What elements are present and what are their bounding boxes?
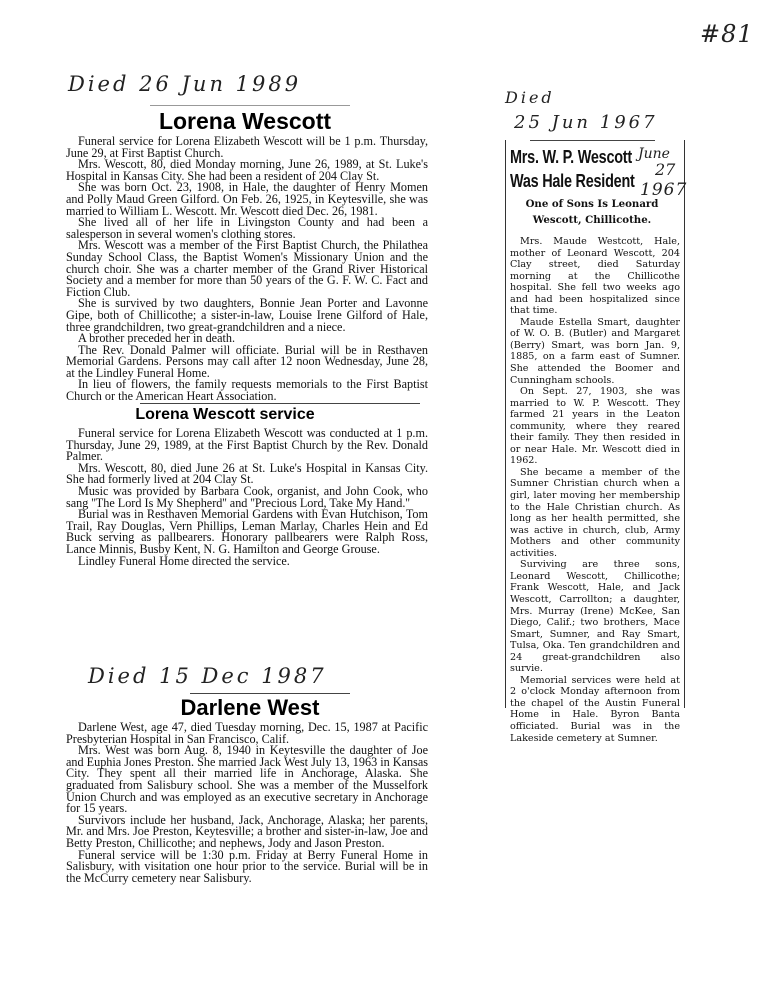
paragraph: The Rev. Donald Palmer will officiate. Burial will be in Resthaven Memorial Gardens. Persons may call after 12 noon Wednesday, June 28, at the Lindley Funeral Home. — [66, 342, 428, 380]
maude-article — [510, 236, 680, 744]
service-article — [66, 428, 428, 567]
darlene-hand-note: Died 15 Dec 1987 — [88, 664, 327, 688]
paragraph: Mrs. Wescott, 80, died Monday morning, June 26, 1989, at St. Luke's Hospital in Kansas City. She had been a resident of 204 Clay St. — [66, 157, 428, 183]
maude-side-note: 1967 — [640, 180, 688, 200]
lorena-title: Lorena Wescott — [158, 108, 332, 134]
paragraph: Music was provided by Barbara Cook, organist, and John Cook, who sang ''The Lord Is My Shepherd'' and ''Precious Lord, Take My Hand.'' — [66, 483, 428, 510]
paragraph: She is survived by two daughters, Bonnie Jean Porter and Lavonne Gipe, both of Chillicothe; a sister-in-law, Louise Irene Gilford of Hale, three grandchildren, two great-grandchildren and a niece. — [66, 296, 428, 334]
divider — [530, 140, 655, 141]
paragraph: Burial was in Resthaven Memorial Gardens with Evan Hutchison, Tom Trail, Ray Douglas, Vern Phillips, Leman Marlay, Charles Hein and Ed Buck serving as pallbearers. Honorary pallbearers were Ralph Ross, Lance Minnis, Busby Kent, N. G. Hamilton and George Grouse. — [66, 507, 428, 556]
maude-subtitle: One of Sons Is Leonard Wescott, Chillicothe. — [525, 198, 659, 226]
paragraph: Funeral service will be 1:30 p.m. Friday at Berry Funeral Home in Salisbury, with visitation one hour prior to the service. Burial will be in the McCurry cemetery near Salisbury. — [66, 847, 428, 885]
paragraph: She was born Oct. 23, 1908, in Hale, the daughter of Henry Momen and Polly Maud Green Gilford. On Feb. 26, 1925, in Keytesville, she was married to William L. Wescott. Mr. Wescott died Dec. 26, 1981. — [66, 180, 428, 218]
paragraph: Surviving are three sons, Leonard Wescott, Chillicothe; Frank Wescott, Hale, and Jack Wescott, Carrollton; a daughter, Mrs. Murray (Irene) McKee, San Diego, Calif.; two brothers, Mace Smart, Sumner, and Ray Smart, Tulsa, Oka. Ten grandchildren and 24 great-grandchildren also survie. — [510, 559, 680, 675]
paragraph: Memorial services were held at 2 o'clock Monday afternoon from the chapel of the Austin Funeral Home in Hale. Byron Banta officiated. Burial was in the Lakeside cemetery at Sumner. — [510, 674, 680, 744]
maude-side-note: 27 — [655, 160, 676, 179]
divider — [150, 105, 350, 106]
corner-mark: #81 — [700, 20, 754, 48]
lorena-article — [66, 136, 428, 403]
maude-title-line2: Was Hale Resident — [510, 170, 635, 191]
paragraph: A brother preceded her in death. — [78, 331, 236, 346]
paragraph: Mrs. Maude Westcott, Hale, mother of Leonard Wescott, 204 Clay street, died Saturday morning at the Chillicothe hospital. She fell two weeks ago and had been hospitalized since that time. — [510, 236, 680, 317]
darlene-title: Darlene West — [180, 695, 320, 720]
paragraph: Mrs. West was born Aug. 8, 1940 in Keytesville the daughter of Joe and Euphia Jones Preston. She married Jack West July 13, 1963 in Kansas City. They spent all their married life in Anchorage, Alaska. She graduated from Salisbury school. She was a member of the Musselfork Union Church and was employed as an executive secretary in Anchorage for 15 years. — [66, 743, 428, 816]
service-title: Lorena Wescott service — [135, 406, 315, 423]
paragraph: In lieu of flowers, the family requests memorials to the First Baptist Church or the American Heart Association. — [66, 377, 428, 404]
paragraph: Survivors include her husband, Jack, Anchorage, Alaska; her parents, Mr. and Mrs. Joe Preston, Keytesville; a brother and sister-in-law, Joe and Betty Preston, Chillicothe; and nephews, Jody and Jason Preston. — [66, 812, 428, 850]
maude-side-note: June — [638, 146, 670, 162]
lorena-hand-note: Died 26 Jun 1989 — [68, 72, 302, 96]
paragraph: She became a member of the Sumner Christian church when a girl, later moving her membership to the Hale Christian church. As long as her health permitted, she was active in church, club, Army Mothers and other community activities. — [510, 466, 680, 559]
darlene-article — [66, 722, 428, 884]
maude-title-line1: Mrs. W. P. Wescott — [510, 146, 632, 167]
maude-hand-note-date: 25 Jun 1967 — [514, 112, 658, 133]
paragraph: Lindley Funeral Home directed the service. — [78, 553, 290, 568]
paragraph: Funeral service for Lorena Elizabeth Wescott will be 1 p.m. Thursday, June 29, at First Baptist Church. — [66, 134, 428, 160]
paragraph: Darlene West, age 47, died Tuesday morning, Dec. 15, 1987 at Pacific Presbyterian Hospital in San Francisco, Calif. — [66, 720, 428, 746]
paragraph: Maude Estella Smart, daughter of W. O. B. (Butler) and Margaret (Berry) Smart, was born Jan. 9, 1885, on a farm east of Sumner. She attended the Boomer and Cunningham schools. — [510, 316, 680, 386]
maude-hand-note-died: Died — [505, 88, 555, 107]
paragraph: Mrs. Wescott was a member of the First Baptist Church, the Philathea Sunday School Class, the Baptist Women's Missionary Union and the church choir. She was a charter member of the Grand River Historical Society and a member for more than 50 years of the G. F. W. C. Fact and Fiction Club. — [66, 238, 428, 299]
divider — [190, 693, 350, 694]
divider — [140, 403, 420, 404]
paragraph: Funeral service for Lorena Elizabeth Wescott was conducted at 1 p.m. Thursday, June 29, 1989, at the First Baptist Church by the Rev. Donald Palmer. — [66, 426, 428, 464]
paragraph: Mrs. Wescott, 80, died June 26 at St. Luke's Hospital in Kansas City. She had formerly lived at 204 Clay St. — [66, 460, 428, 487]
paragraph: She lived all of her life in Livingston County and had been a salesperson in several women's clothing stores. — [66, 215, 428, 241]
paragraph: On Sept. 27, 1903, she was married to W. P. Wescott. They farmed 21 years in the Leaton community, where they reared their family. They then resided in or near Hale. Mr. Wescott died in 1962. — [510, 386, 680, 467]
